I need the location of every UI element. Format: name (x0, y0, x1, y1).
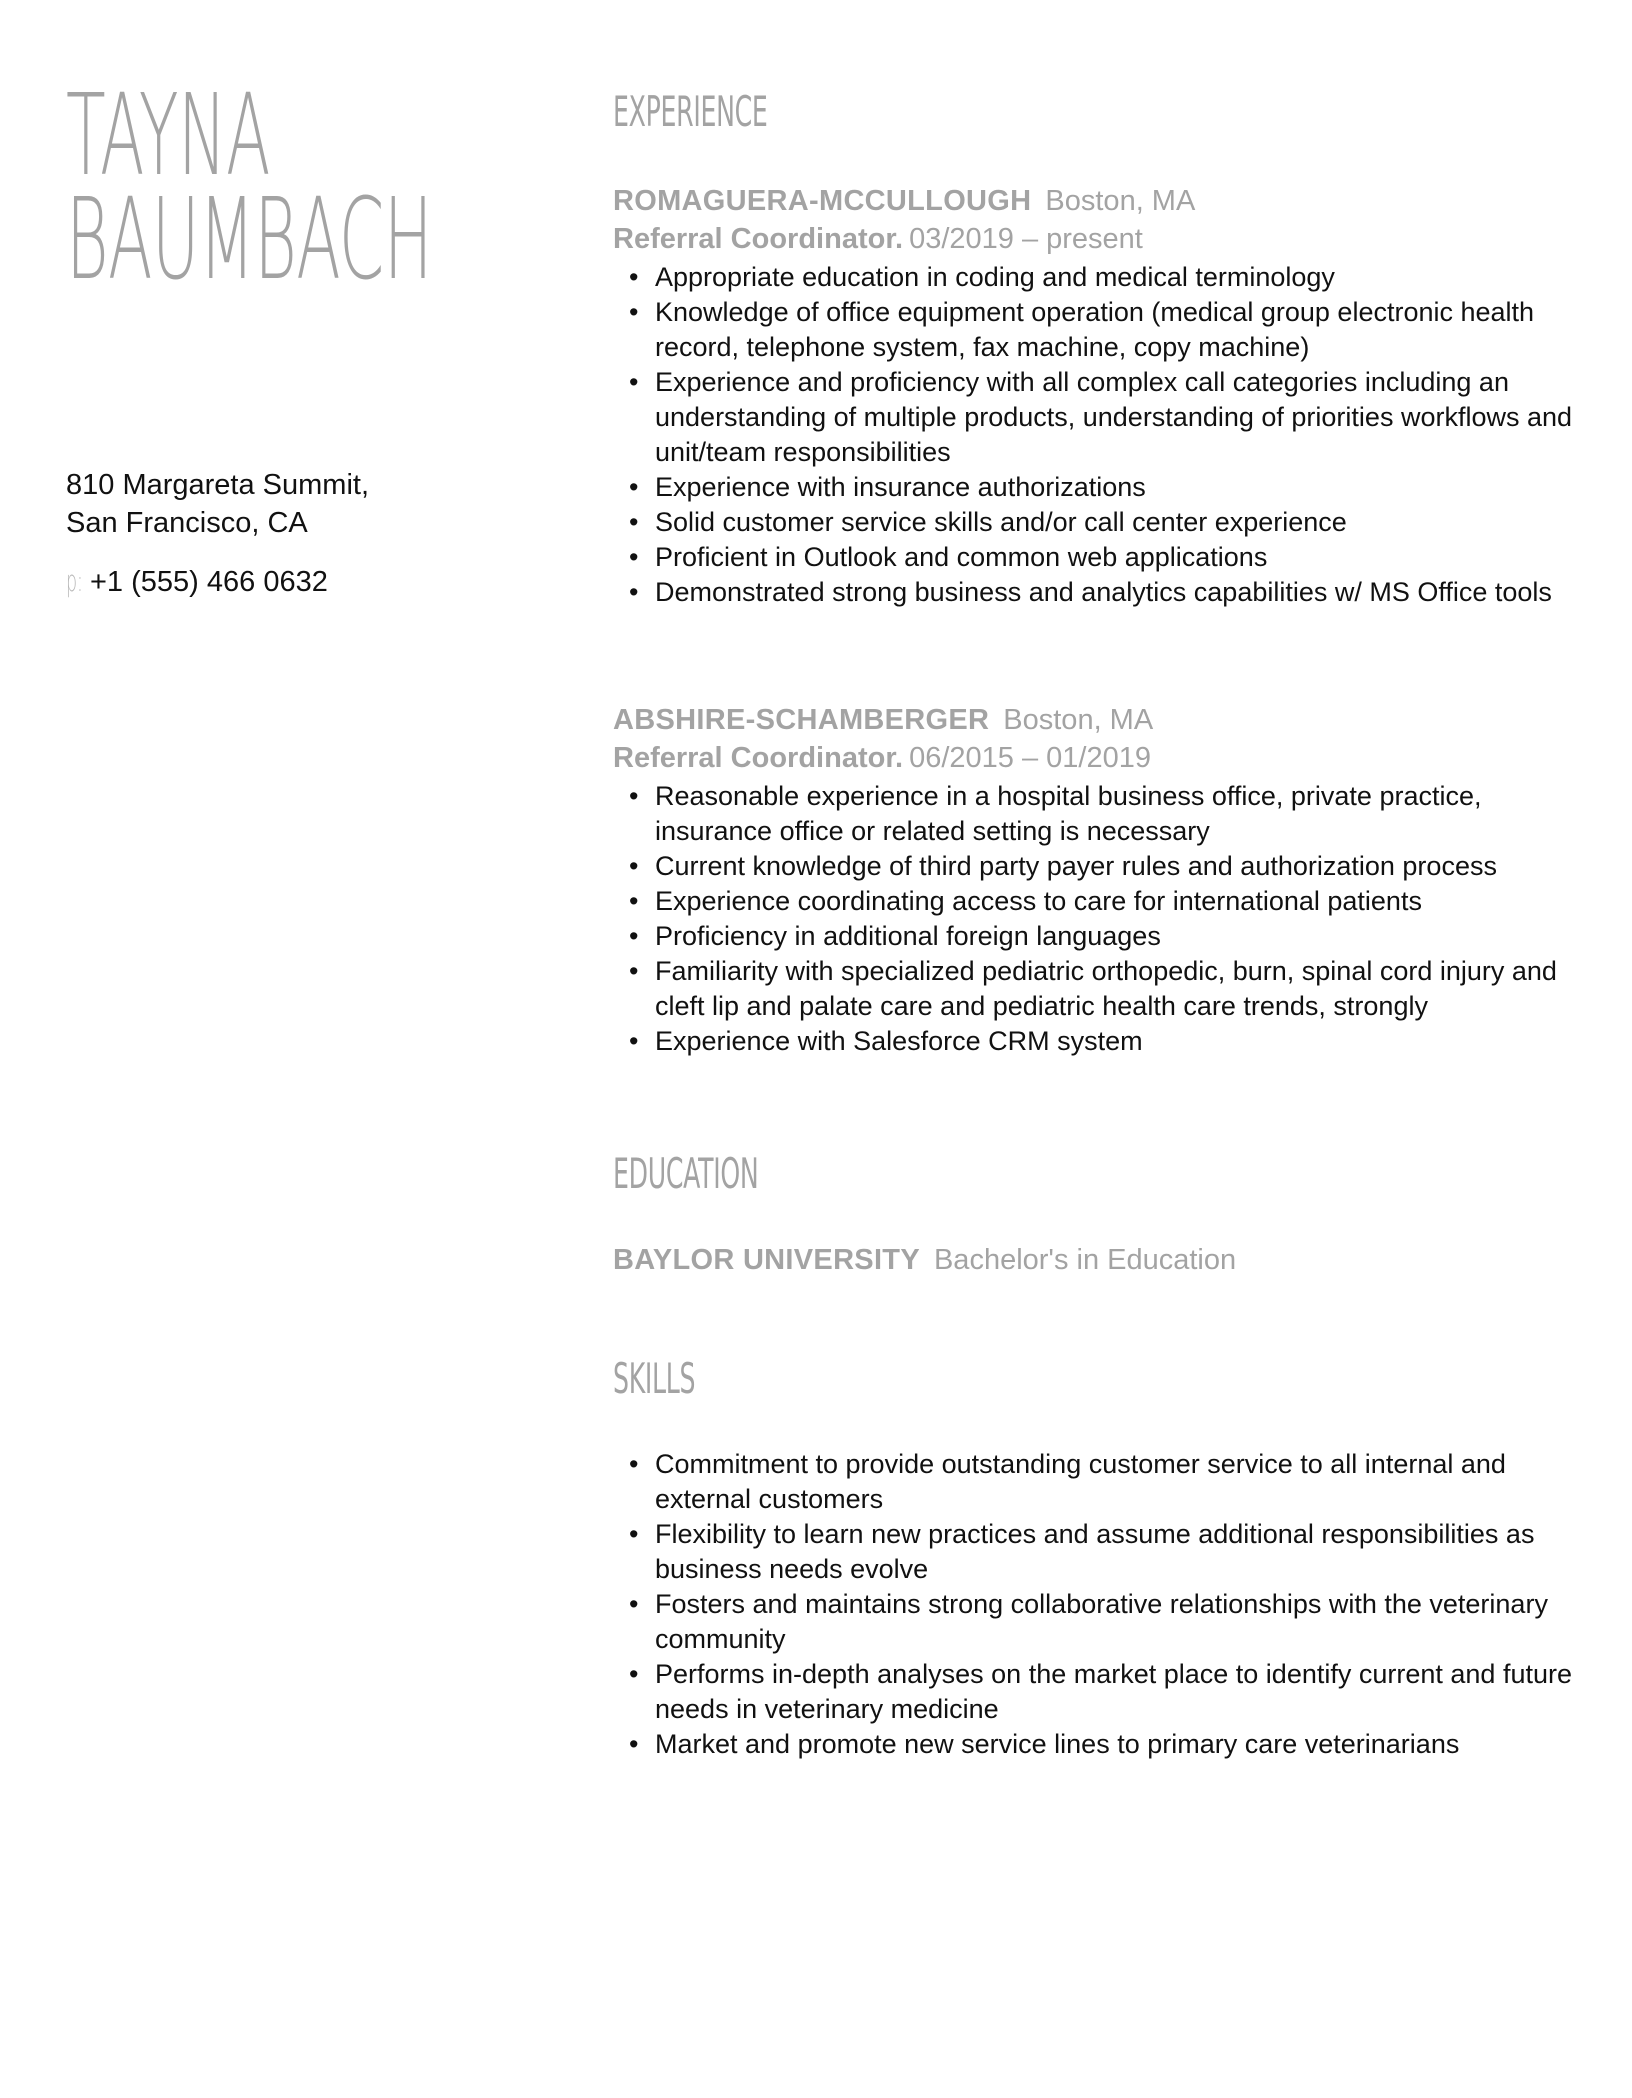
job-location: Boston, MA (1045, 185, 1196, 217)
phone-number: +1 (555) 466 0632 (90, 566, 328, 598)
skill-item: • Performs in-depth analyses on the market place to identify current and future needs in veterinary medicine (613, 1657, 1573, 1727)
job-dates: 03/2019 – present (909, 223, 1143, 255)
job-company: ABSHIRE-SCHAMBERGER (613, 704, 990, 736)
skills-list (613, 1447, 1573, 1762)
job-company-line (613, 701, 1573, 739)
bullet-item: • Solid customer service skills and/or call center experience (613, 505, 1573, 540)
job-role-line (613, 739, 1573, 777)
job-entry (613, 701, 1573, 1059)
bullet-item: • Reasonable experience in a hospital business office, private practice, insurance office or related setting is necessary (613, 779, 1573, 849)
bullet-item: • Current knowledge of third party payer rules and authorization process (613, 849, 1573, 884)
education-entry (613, 1241, 1236, 1279)
job-location: Boston, MA (1003, 704, 1154, 736)
job-company-line (613, 182, 1573, 220)
job-dates: 06/2015 – 01/2019 (909, 742, 1151, 774)
bullet-item: • Experience with Salesforce CRM system (613, 1024, 1573, 1059)
job-bullets (613, 779, 1573, 1059)
skill-item: • Commitment to provide outstanding customer service to all internal and external customers (613, 1447, 1573, 1517)
skills-heading: SKILLS (613, 1354, 696, 1403)
phone-label: p: (66, 564, 83, 598)
candidate-name-block (66, 71, 506, 305)
experience-heading: EXPERIENCE (613, 87, 768, 136)
address-line-2: San Francisco, CA (66, 507, 308, 539)
education-school: BAYLOR UNIVERSITY (613, 1244, 920, 1276)
job-role-line (613, 220, 1573, 258)
bullet-item: • Experience with insurance authorizations (613, 470, 1573, 505)
skill-item: • Flexibility to learn new practices and assume additional responsibilities as business needs evolve (613, 1517, 1573, 1587)
bullet-item: • Experience and proficiency with all complex call categories including an understanding of multiple products, understanding of priorities workflows and unit/team responsibilities (613, 365, 1573, 470)
skill-item: • Fosters and maintains strong collaborative relationships with the veterinary community (613, 1587, 1573, 1657)
education-degree: Bachelor's in Education (933, 1244, 1237, 1276)
phone (66, 562, 328, 601)
job-role: Referral Coordinator. (613, 742, 904, 774)
address (66, 466, 369, 542)
bullet-item: • Demonstrated strong business and analytics capabilities w/ MS Office tools (613, 575, 1573, 610)
bullet-item: • Knowledge of office equipment operation (medical group electronic health record, telephone system, fax machine, copy machine) (613, 295, 1573, 365)
address-line-1: 810 Margareta Summit, (66, 469, 370, 501)
job-company: ROMAGUERA-MCCULLOUGH (613, 185, 1032, 217)
bullet-item: • Familiarity with specialized pediatric orthopedic, burn, spinal cord injury and cleft lip and palate care and pediatric health care trends, strongly (613, 954, 1573, 1024)
job-bullets (613, 260, 1573, 610)
candidate-last-name: BAUMBACH (66, 175, 432, 305)
job-role: Referral Coordinator. (613, 223, 904, 255)
job-entry (613, 182, 1573, 610)
bullet-item: • Appropriate education in coding and medical terminology (613, 260, 1573, 295)
bullet-item: • Proficiency in additional foreign languages (613, 919, 1573, 954)
education-heading: EDUCATION (613, 1149, 759, 1198)
skill-item: • Market and promote new service lines to primary care veterinarians (613, 1727, 1573, 1762)
candidate-first-name: TAYNA (66, 71, 270, 201)
bullet-item: • Experience coordinating access to care for international patients (613, 884, 1573, 919)
bullet-item: • Proficient in Outlook and common web applications (613, 540, 1573, 575)
